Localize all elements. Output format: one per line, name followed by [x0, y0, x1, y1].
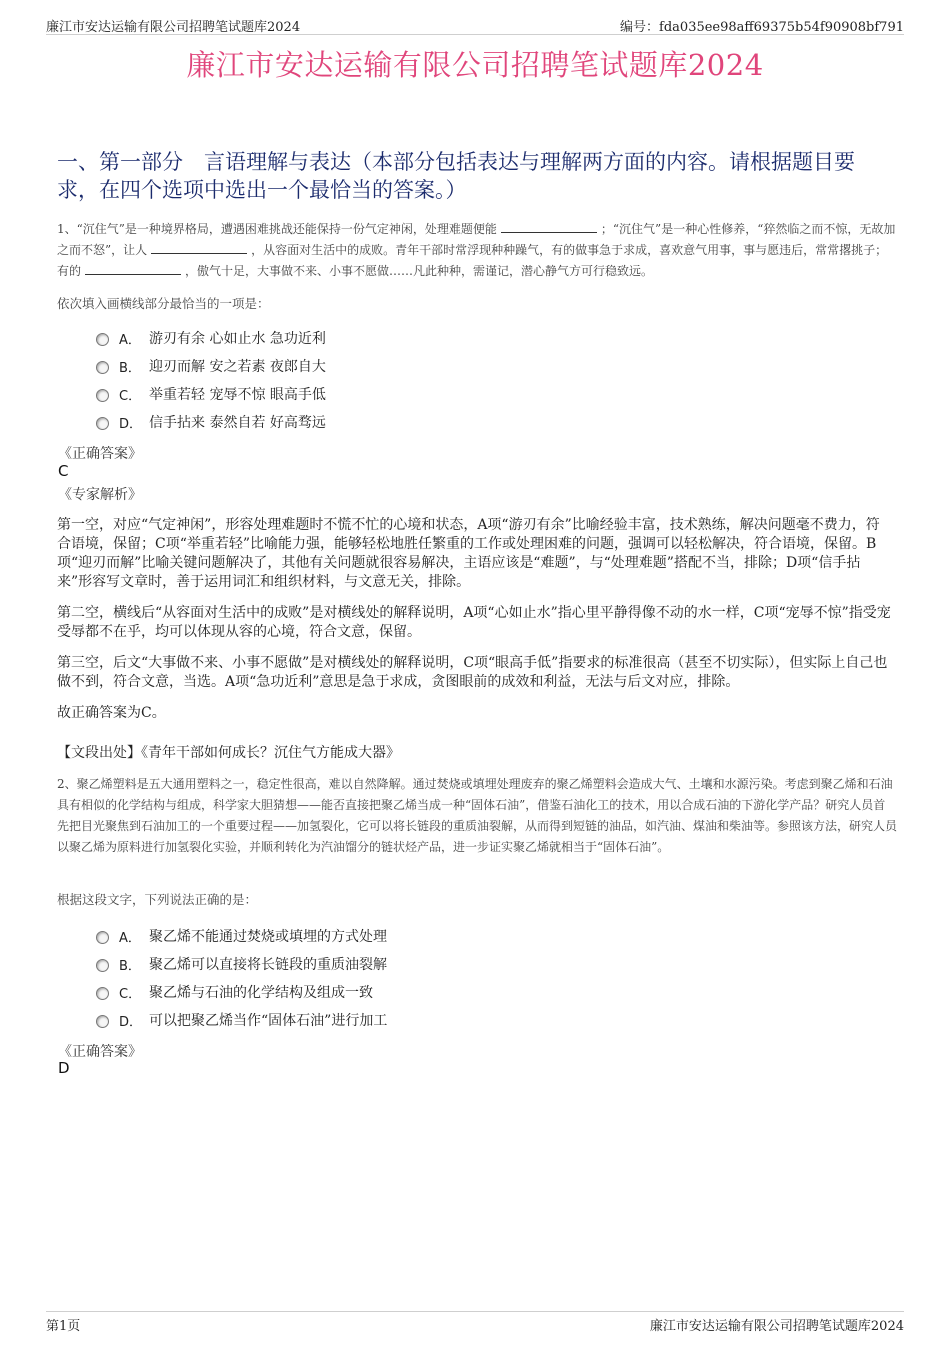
page-number: 第1页 — [46, 1319, 81, 1334]
radio-icon[interactable] — [96, 987, 109, 1000]
radio-icon[interactable] — [96, 361, 109, 374]
option-d[interactable]: D． 可以把聚乙烯当作“固体石油”进行加工 — [96, 1006, 387, 1034]
answer-value: D — [58, 1059, 70, 1077]
radio-icon[interactable] — [96, 1015, 109, 1028]
option-c[interactable]: C． 举重若轻 宠辱不惊 眼高手低 — [96, 380, 326, 408]
expert-analysis — [57, 516, 892, 735]
answer-label: 《正确答案》 — [58, 1044, 142, 1060]
question-1-stem: 1、“沉住气”是一种境界格局，遭遇困难挑战还能保持一份气定神闲，处理难题便能 ；“沉住气”是一种心性修养，“猝然临之而不惊，无故加之而不怒”，让人 ，从容面对生活中的成败。青年干部时常浮现种种躁气，有的做事急于求成，喜欢意气用事，事与愿违后，常常撂挑子；有的 ，傲气十足，大事做不来、小事不愿做……凡此种种，需谨记，潜心静气方可行稳致远。 — [57, 222, 896, 278]
option-a[interactable]: A． 游刃有余 心如止水 急功近利 — [96, 324, 326, 352]
question-1-prompt: 依次填入画横线部分最恰当的一项是： — [57, 296, 270, 311]
question-1-options — [96, 324, 326, 436]
analysis-paragraph: 第三空，后文“大事做不来、小事不愿做”是对横线处的解释说明，C项“眼高手低”指要求的标准很高（甚至不切实际），但实际上自己也做不到，符合文意，当选。A项“急功近利”意思是急于求成，贪图眼前的成效和利益，无法与后文对应，排除。 — [57, 655, 888, 690]
analysis-paragraph: 第一空，对应“气定神闲”，形容处理难题时不慌不忙的心境和状态，A项“游刃有余”比喻经验丰富，技术熟练，解决问题毫不费力，符合语境，保留；C项“举重若轻”比喻能力强，能够轻松地胜任繁重的工作或处理困难的问题，强调可以轻松解决，符合语境，保留。B项“迎刃而解”比喻关键问题解决了，其他有关问题就很容易解决，主语应该是“难题”，与“处理难题”搭配不当，排除；D项“信手拈来”形容写文章时，善于运用词汇和组织材料，与文意无关，排除。 — [57, 517, 880, 590]
page-header — [46, 14, 904, 35]
radio-icon[interactable] — [96, 333, 109, 346]
source-citation: 【文段出处】《青年干部如何成长？沉住气方能成大器》 — [57, 745, 400, 761]
question-2-prompt: 根据这段文字，下列说法正确的是： — [57, 892, 258, 907]
radio-icon[interactable] — [96, 389, 109, 402]
question-2-options — [96, 922, 387, 1034]
answer-value: C — [58, 462, 69, 480]
option-b[interactable]: B． 聚乙烯可以直接将长链段的重质油裂解 — [96, 950, 387, 978]
option-b[interactable]: B． 迎刃而解 安之若素 夜郎自大 — [96, 352, 326, 380]
option-a[interactable]: A． 聚乙烯不能通过焚烧或填埋的方式处理 — [96, 922, 387, 950]
answer-label: 《正确答案》 — [58, 446, 142, 462]
question-2-stem: 2、聚乙烯塑料是五大通用塑料之一，稳定性很高，难以自然降解。通过焚烧或填埋处理废弃的聚乙烯塑料会造成大气、土壤和水源污染。考虑到聚乙烯和石油具有相似的化学结构与组成，科学家大胆猜想——能否直接把聚乙烯当成一种“固体石油”，借鉴石油化工的技术，用以合成石油的下游化学产品？研究人员首先把目光聚焦到石油加工的一个重要过程——加氢裂化，它可以将长链段的重质油裂解，从而得到短链的油品，如汽油、煤油和柴油等。参照该方法，研究人员以聚乙烯为原料进行加氢裂化实验，并顺利转化为汽油馏分的链状烃产品，进一步证实聚乙烯就相当于“固体石油”。 — [57, 777, 898, 854]
analysis-paragraph: 故正确答案为C。 — [57, 705, 166, 721]
header-title: 廉江市安达运输有限公司招聘笔试题库2024 — [46, 20, 301, 35]
blank-1 — [501, 220, 597, 233]
option-d[interactable]: D． 信手拈来 泰然自若 好高骛远 — [96, 408, 326, 436]
header-doc-id: 编号：fda035ee98aff69375b54f90908bf791 — [620, 20, 904, 35]
section-title: 一、第一部分 言语理解与表达（本部分包括表达与理解两方面的内容。请根据题目要求，在四个选项中选出一个最恰当的答案。） — [57, 150, 855, 202]
blank-2 — [151, 241, 247, 254]
document-title: 廉江市安达运输有限公司招聘笔试题库2024 — [186, 48, 764, 82]
page-footer — [46, 1311, 904, 1332]
radio-icon[interactable] — [96, 959, 109, 972]
blank-3 — [85, 262, 181, 275]
radio-icon[interactable] — [96, 417, 109, 430]
analysis-paragraph: 第二空，横线后“从容面对生活中的成败”是对横线处的解释说明，A项“心如止水”指心里平静得像不动的水一样，C项“宠辱不惊”指受宠受辱都不在乎，均可以体现从容的心境，符合文意，保留。 — [57, 605, 891, 640]
option-c[interactable]: C． 聚乙烯与石油的化学结构及组成一致 — [96, 978, 387, 1006]
radio-icon[interactable] — [96, 931, 109, 944]
footer-title: 廉江市安达运输有限公司招聘笔试题库2024 — [649, 1319, 904, 1334]
analysis-label: 《专家解析》 — [58, 487, 142, 503]
